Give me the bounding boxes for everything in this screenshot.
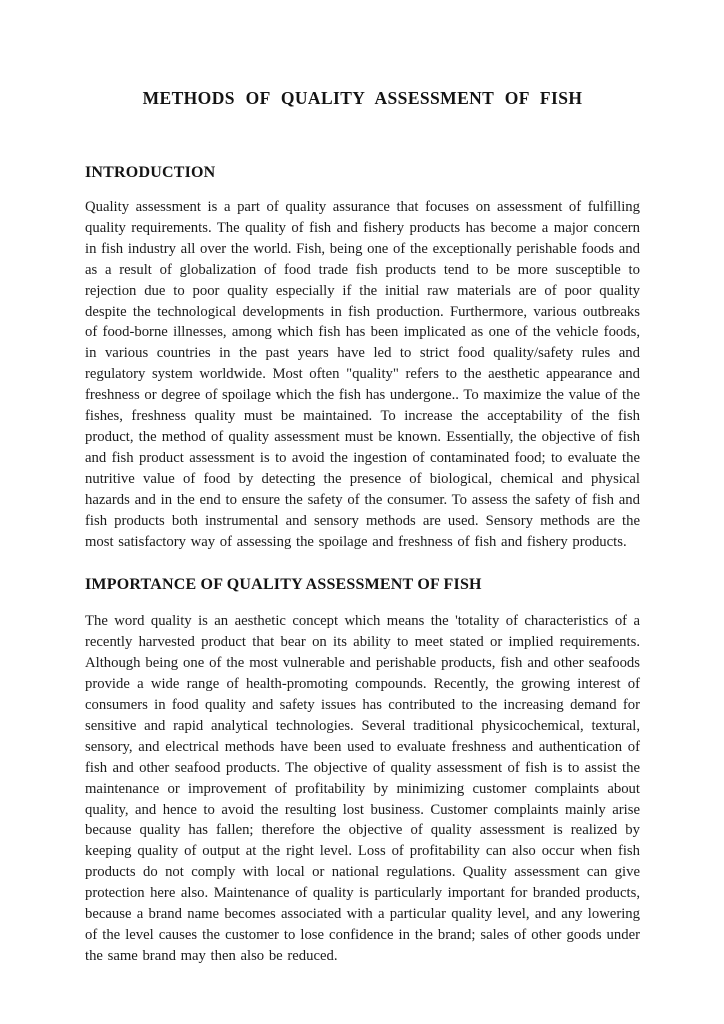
section-heading-importance: IMPORTANCE OF QUALITY ASSESSMENT OF FISH [85, 576, 482, 594]
introduction-paragraph: Quality assessment is a part of quality assurance that focuses on assessment of fulfilling quality requirements. The quality of fish and fishery products has become a major concern in fish industry all over the world. Fish, being one of the exceptionally perishable foods and as a result of globalization of food trade fish products tend to be more susceptible to rejection due to poor quality especially if the initial raw materials are of poor quality despite the technological developments in fish production. Furthermore, various outbreaks of food-borne illnesses, among which fish has been implicated as one of the vehicle foods, in various countries in the past years have led to strict food quality/safety rules and regulatory system worldwide. Most often "quality" refers to the aesthetic appearance and freshness or degree of spoilage which the fish has undergone.. To maximize the value of the fishes, freshness quality must be maintained. To increase the acceptability of the fish product, the method of quality assessment must be known. Essentially, the objective of fish and fish product assessment is to avoid the ingestion of contaminated food; to evaluate the nutritive value of food by detecting the presence of biological, chemical and physical hazards and in the end to ensure the safety of the consumer. To assess the safety of fish and fish products both instrumental and sensory methods are used. Sensory methods are the most satisfactory way of assessing the spoilage and freshness of fish and fishery products. [85, 199, 640, 550]
section-importance [85, 575, 640, 966]
section-introduction [85, 163, 640, 552]
page-title: METHODS OF QUALITY ASSESSMENT OF FISH [142, 88, 583, 108]
importance-paragraph: The word quality is an aesthetic concept which means the 'totality of characteristics of a recently harvested product that bear on its ability to meet stated or implied requirements. Although being one of the most vulnerable and perishable products, fish and other seafoods provide a wide range of health-promoting compounds. Recently, the growing interest of consumers in food quality and safety issues has contributed to the increasing demand for sensitive and rapid analytical technologies. Several traditional physicochemical, textural, sensory, and electrical methods have been used to evaluate freshness and authentication of fish and other seafood products. The objective of quality assessment of fish is to assist the maintenance or improvement of profitability by minimizing customer complaints about quality, and hence to avoid the resulting lost business. Customer complaints mainly arise because quality has fallen; therefore the objective of quality assessment is realized by keeping quality of output at the right level. Loss of profitability can also occur when fish products do not comply with local or national regulations. Quality assessment can give protection here also. Maintenance of quality is particularly important for branded products, because a brand name becomes associated with a particular quality level, and any lowering of the level causes the customer to lose confidence in the brand; sales of other goods under the same brand may then also be reduced. [85, 613, 640, 964]
section-heading-introduction: INTRODUCTION [85, 164, 216, 181]
